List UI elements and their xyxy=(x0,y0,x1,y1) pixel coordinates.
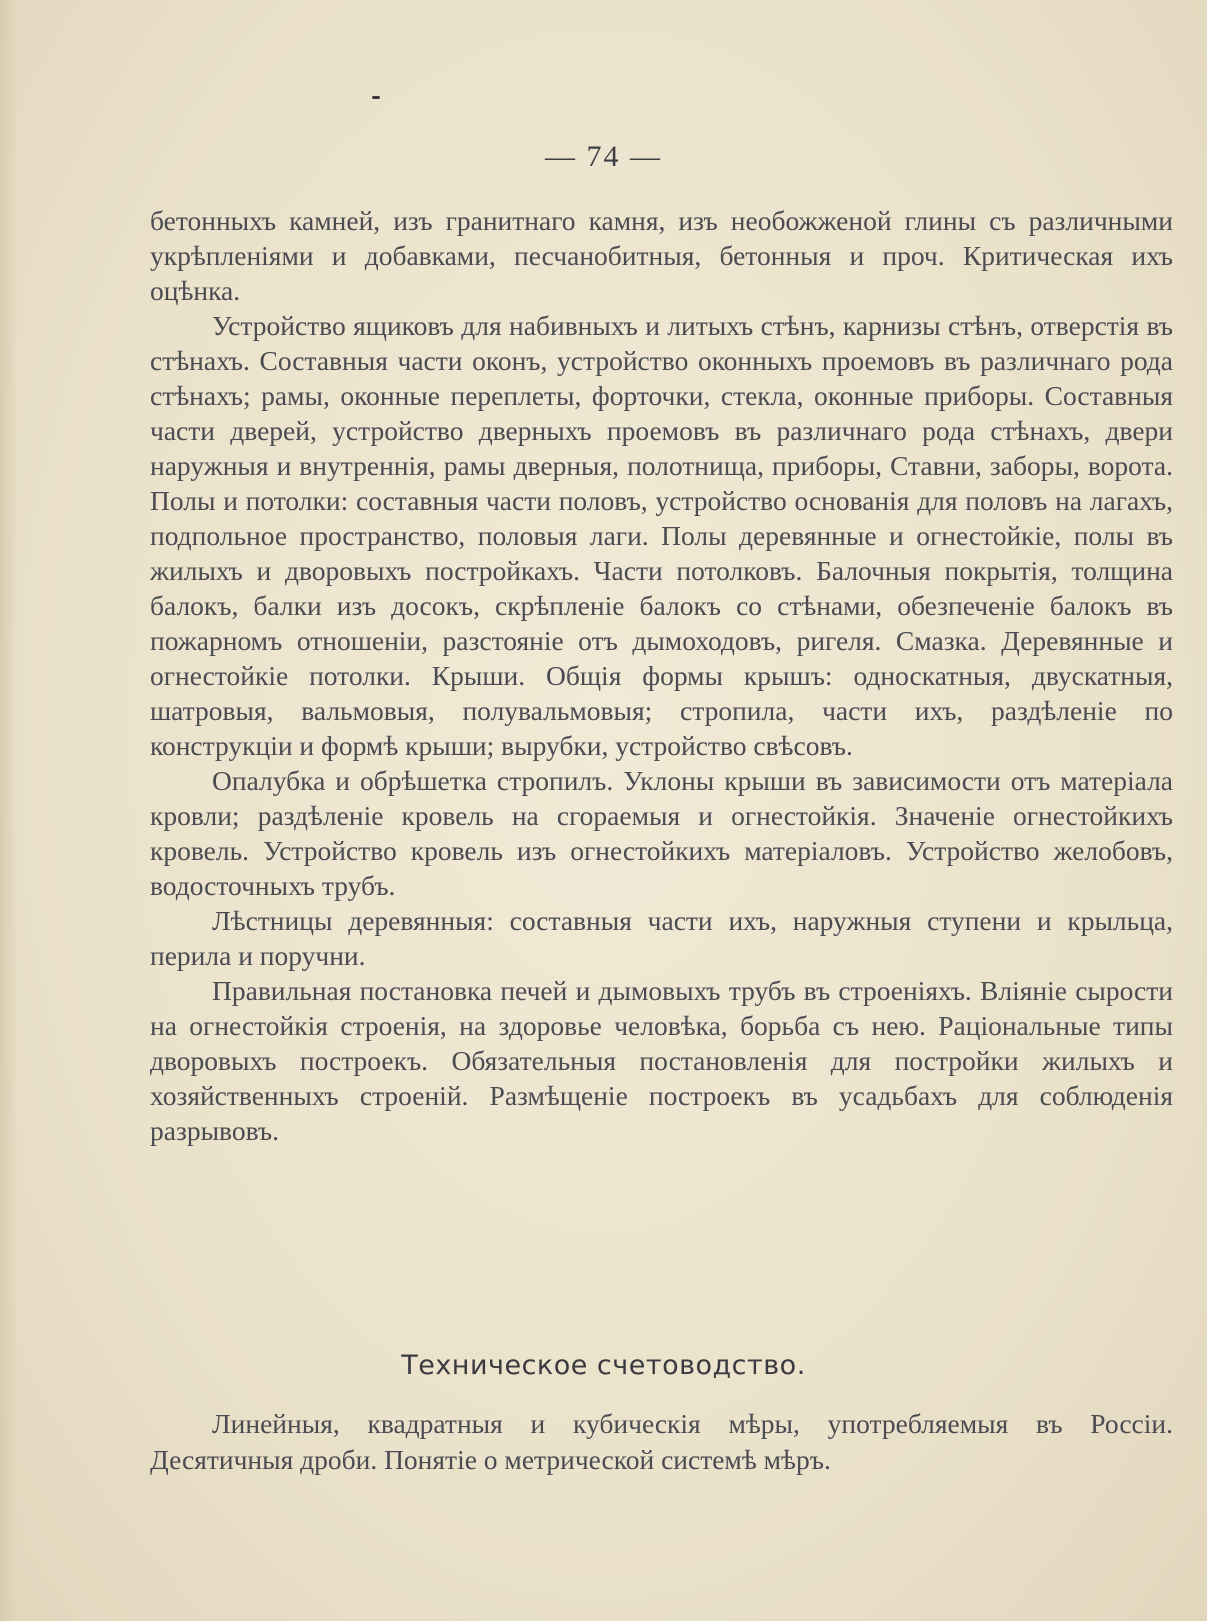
ink-speck xyxy=(372,96,380,99)
paragraph: Опалубка и обрѣшетка стропилъ. Уклоны крыши въ зависимости отъ матеріала кровли; раздѣленіе кровель на сгораемыя и огнестойкія. Значеніе огнестойкихъ кровель. Устройство кровель изъ огнестойкихъ матеріаловъ. Устройство желобовъ, водосточныхъ трубъ. xyxy=(150,765,1173,901)
paragraph: Устройство ящиковъ для набивныхъ и литыхъ стѣнъ, карнизы стѣнъ, отверстія въ стѣнахъ. Составныя части оконъ, устройство оконныхъ проемовъ въ различнаго рода стѣнахъ; рамы, оконные переплеты, форточки, стекла, оконные приборы. Составныя части дверей, устройство дверныхъ проемовъ въ различнаго рода стѣнахъ, двери наружныя и внутреннія, рамы дверныя, полотнища, приборы, Ставни, заборы, ворота. Полы и потолки: составныя части половъ, устройство основанія для половъ на лагахъ, подпольное пространство, половыя лаги. Полы деревянные и огнестойкіе, полы въ жилыхъ и дворовыхъ постройкахъ. Части потолковъ. Балочныя покрытія, толщина балокъ, балки изъ досокъ, скрѣпленіе балокъ со стѣнами, обезпеченіе балокъ въ пожарномъ отношеніи, разстояніе отъ дымоходовъ, ригеля. Смазка. Деревянные и огнестойкіе потолки. Крыши. Общія формы крышъ: односкатныя, двускатныя, шатровыя, вальмовыя, полувальмовыя; стропила, части ихъ, раздѣленіе по конструкціи и формѣ крыши; вырубки, устройство свѣсовъ. xyxy=(150,310,1173,761)
section-heading: Техническое счетоводство. xyxy=(401,1350,806,1381)
paragraph: Линейныя, квадратныя и кубическія мѣры, употребляемыя въ Россіи. Десятичныя дроби. Понятіе о метрической системѣ мѣръ. xyxy=(150,1408,1173,1475)
page-number: — 74 — xyxy=(545,140,662,173)
paragraph: бетонныхъ камней, изъ гранитнаго камня, изъ необожженой глины съ различными укрѣпленіями и добавками, песчанобитныя, бетонныя и проч. Критическая ихъ оцѣнка. xyxy=(150,205,1173,306)
paragraph: Правильная постановка печей и дымовыхъ трубъ въ строеніяхъ. Вліяніе сырости на огнестойкія строенія, на здоровье человѣка, борьба съ нею. Раціональные типы дворовыхъ построекъ. Обязательныя постановленія для постройки жилыхъ и хозяйственныхъ строеній. Размѣщеніе построекъ въ усадьбахъ для соблюденія разрывовъ. xyxy=(150,975,1173,1146)
section-body-text xyxy=(150,1406,1173,1478)
paragraph: Лѣстницы деревянныя: составныя части ихъ, наружныя ступени и крыльца, перила и поручни. xyxy=(150,905,1173,971)
body-text xyxy=(150,203,1173,1148)
